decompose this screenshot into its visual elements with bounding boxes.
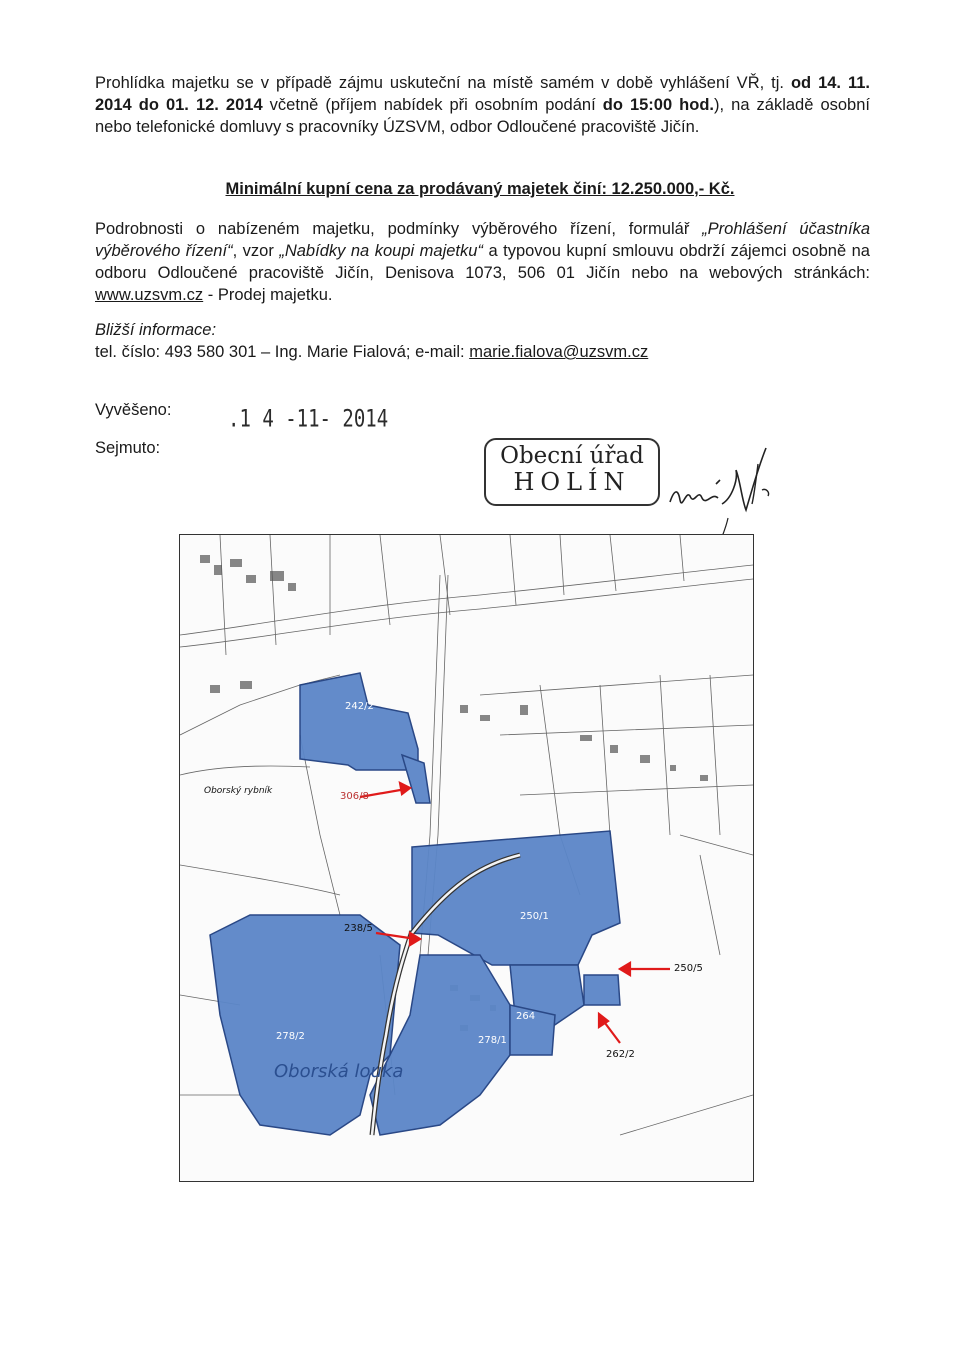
stamp-line-2: HOLÍN — [513, 468, 631, 496]
label-278-2: 278/2 — [276, 1031, 305, 1042]
website-link[interactable]: www.uzsvm.cz — [95, 286, 204, 304]
label-250-5: 250/5 — [674, 963, 703, 974]
label-meadow: Oborská louka — [274, 1061, 404, 1082]
parcel-262-2 — [584, 975, 620, 1005]
details-text-4: - Prodej majetku. — [203, 286, 333, 304]
parcel-306-8 — [402, 755, 430, 803]
email-link[interactable]: marie.fialova@uzsvm.cz — [469, 343, 649, 361]
label-262-2: 262/2 — [606, 1049, 635, 1060]
posted-label: Vyvěšeno: — [95, 401, 172, 419]
viewing-paragraph — [95, 72, 870, 138]
map-svg — [180, 535, 753, 1181]
minimum-price: Minimální kupní cena za prodávaný majetek činí: 12.250.000,- Kč. — [225, 180, 735, 198]
label-264: 264 — [516, 1011, 536, 1022]
stamp-line-1: Obecní úřad — [500, 443, 644, 469]
deadline-time: do 15:00 hod. — [602, 96, 715, 114]
form-name-offer: „Nabídky na koupi majetku“ — [279, 242, 483, 260]
posted-date-handwritten: .1 4 -11- 2014 — [228, 405, 389, 433]
contact-text: tel. číslo: 493 580 301 – Ing. Marie Fialová; e-mail: — [95, 343, 470, 361]
viewing-dates: od 14. 11. 2014 do 01. 12. 2014 — [95, 74, 870, 114]
viewing-text-2: včetně (příjem nabídek při osobním podání — [262, 96, 603, 114]
highlighted-parcels — [210, 673, 620, 1135]
office-stamp — [484, 438, 660, 506]
removed-label: Sejmuto: — [95, 439, 161, 457]
details-paragraph — [95, 218, 870, 306]
details-text-2: , vzor — [232, 242, 280, 260]
label-pond: Oborský rybník — [204, 786, 273, 796]
details-text-3: a typovou kupní smlouvu obdrží zájemci osobně na odboru Odloučené pracoviště Jičín, Denisova 1073, 506 01 Jičín nebo na webových stránkách: — [95, 242, 870, 282]
contact-line — [95, 343, 648, 362]
label-250-1: 250/1 — [520, 911, 549, 922]
info-heading: Bližší informace: — [95, 321, 217, 339]
viewing-text-3: ), na základě osobní nebo telefonické domluvy s pracovníky ÚZSVM, odbor Odloučené pracoviště Jičín. — [95, 96, 870, 136]
cadastral-map — [179, 534, 754, 1182]
viewing-text: Prohlídka majetku se v případě zájmu uskuteční na místě samém v době vyhlášení VŘ, tj. — [95, 74, 791, 92]
details-text: Podrobnosti o nabízeném majetku, podmínky výběrového řízení, formulář — [95, 220, 703, 238]
label-238-5: 238/5 — [344, 923, 373, 934]
form-name-declaration: „Prohlášení účastníka výběrového řízení“ — [95, 220, 870, 260]
label-242-2: 242/2 — [345, 701, 374, 712]
parcel-242-2 — [300, 673, 418, 770]
label-278-1: 278/1 — [478, 1035, 507, 1046]
label-306-8: 306/8 — [340, 791, 369, 802]
